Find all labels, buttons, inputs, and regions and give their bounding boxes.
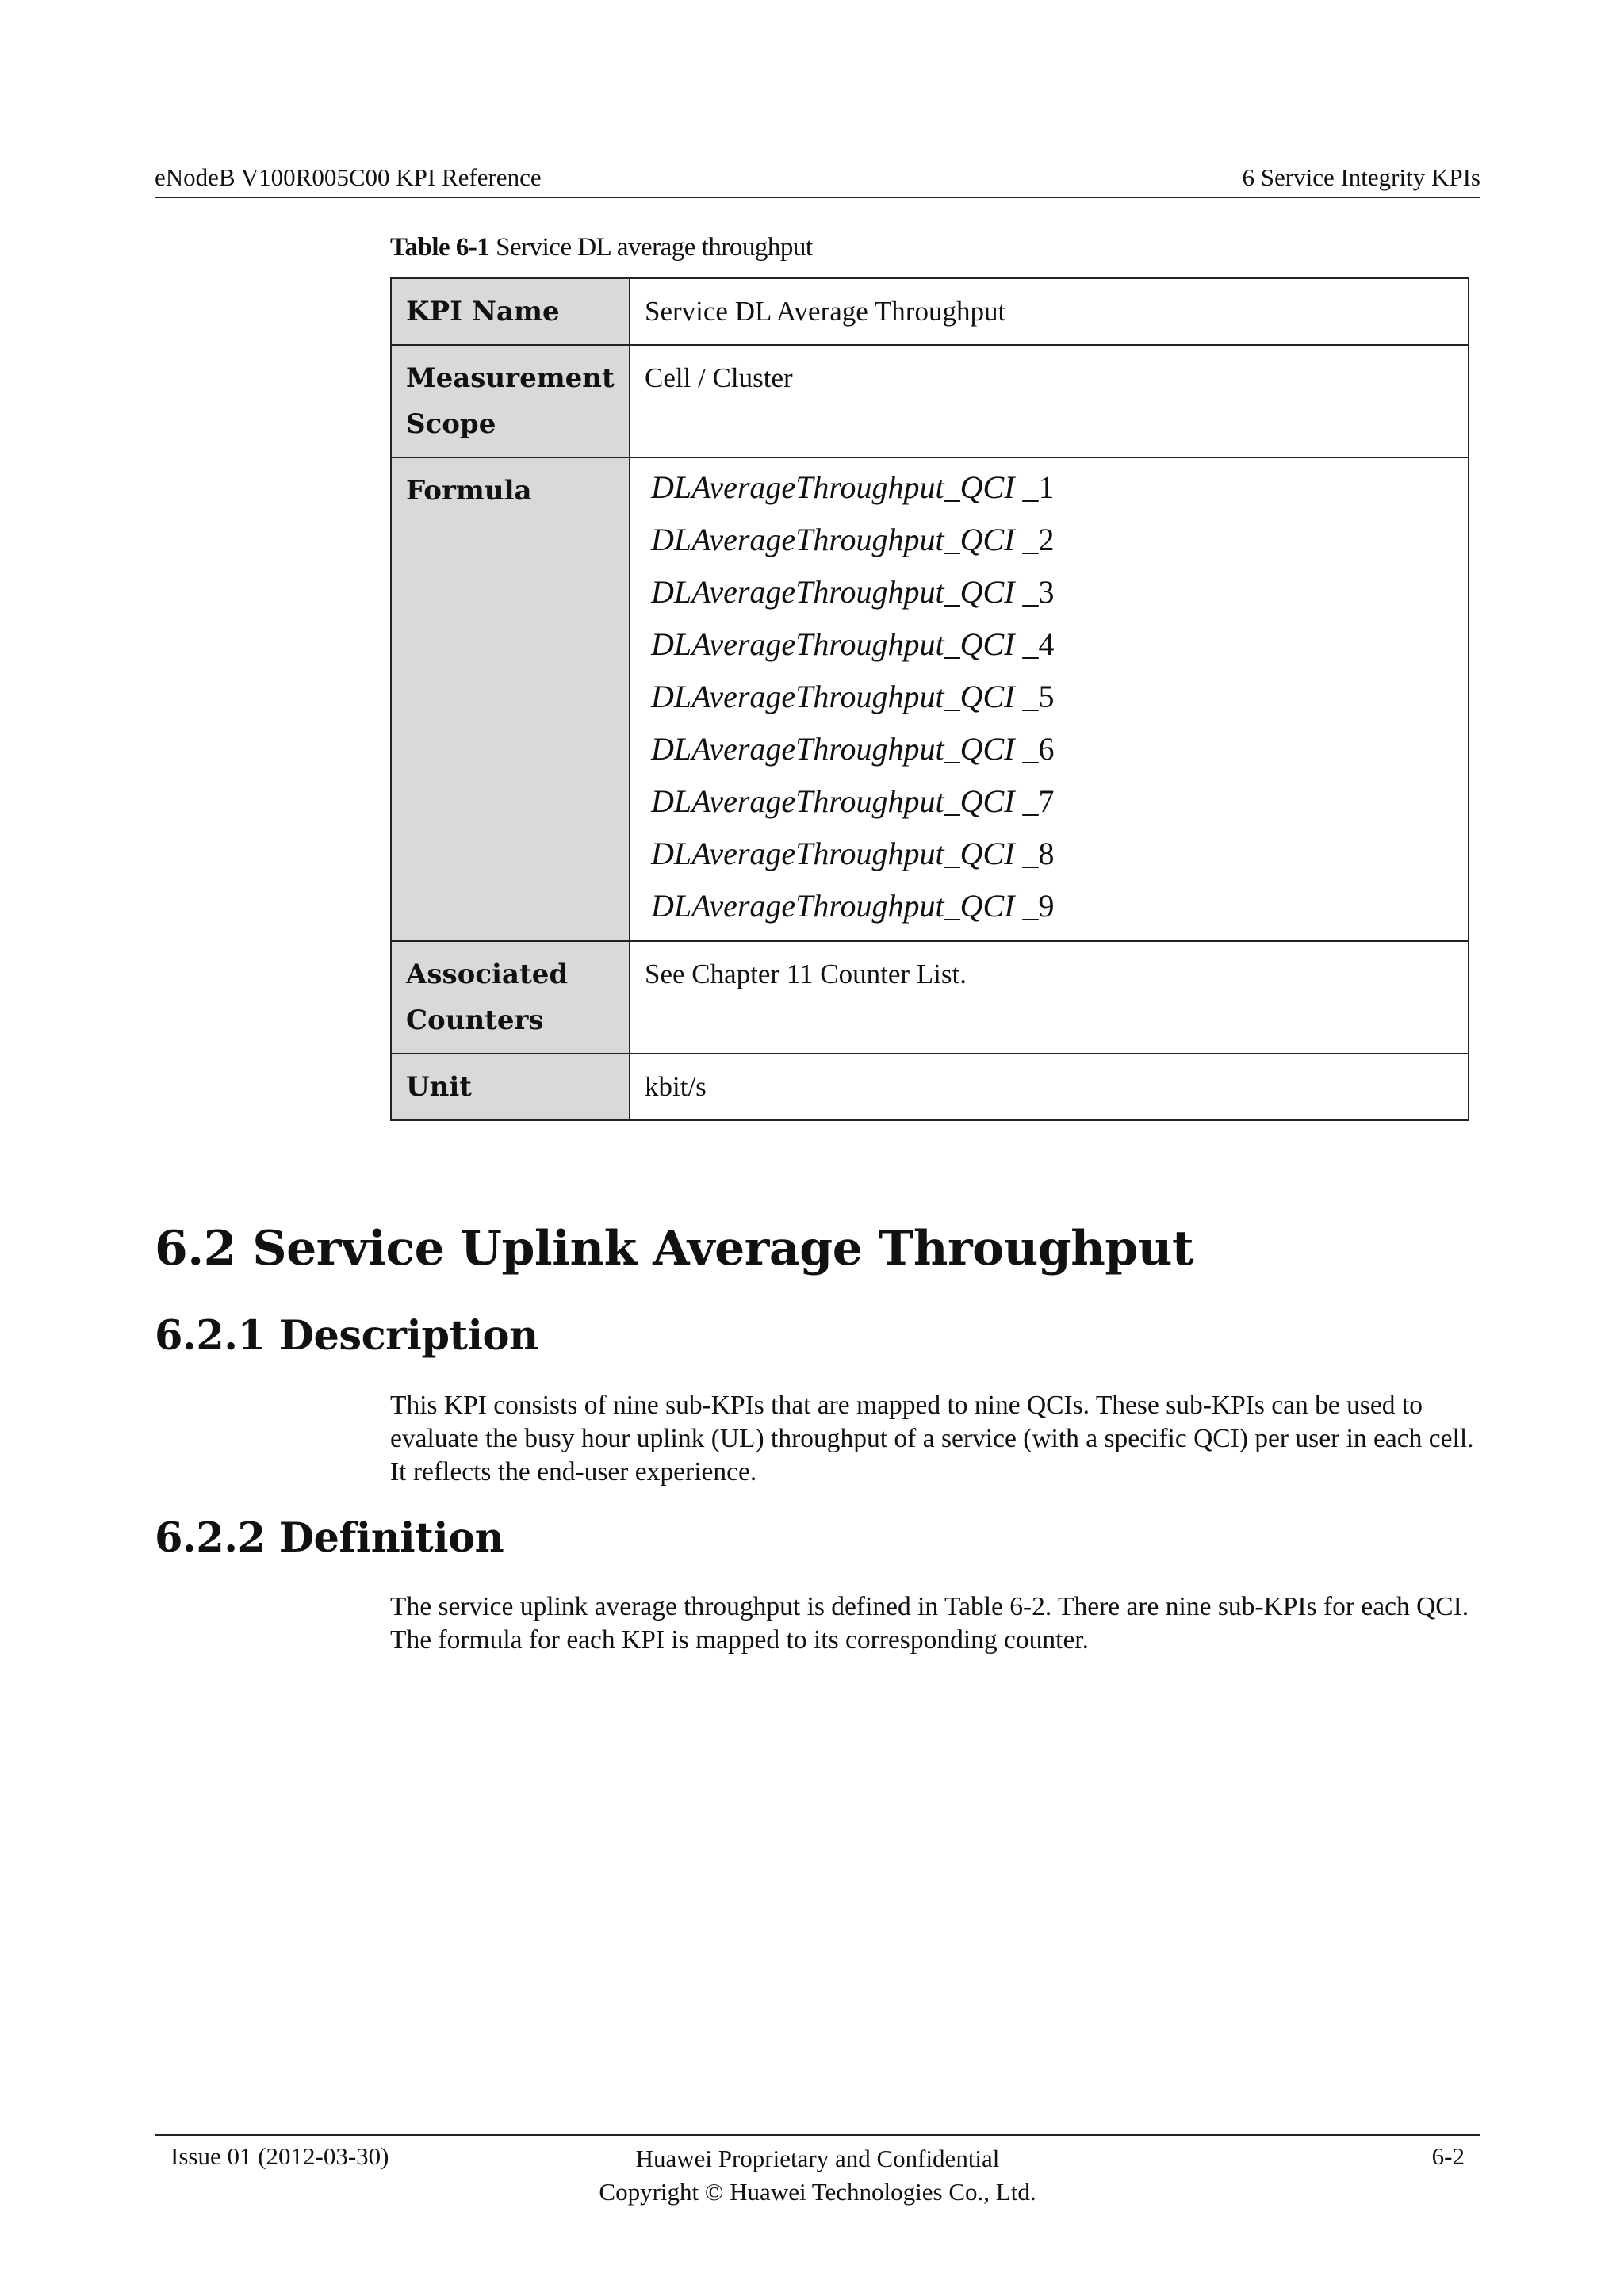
formula-line: DLAverageThroughput_QCI _5 bbox=[651, 679, 1055, 714]
table-row bbox=[391, 345, 1469, 457]
kpi-name-label: KPI Name bbox=[391, 278, 630, 345]
scope-label-line1: Measurement bbox=[406, 362, 615, 394]
scope-value: Cell / Cluster bbox=[630, 345, 1469, 457]
table-row bbox=[391, 1054, 1469, 1120]
formula-line: DLAverageThroughput_QCI _8 bbox=[651, 836, 1055, 871]
table-caption-text: Service DL average throughput bbox=[489, 233, 813, 262]
unit-value: kbit/s bbox=[630, 1054, 1469, 1120]
section-heading: 6.2 Service Uplink Average Throughput bbox=[155, 1221, 1194, 1276]
formula-value bbox=[630, 457, 1469, 941]
counters-label bbox=[391, 941, 630, 1054]
formula-line: DLAverageThroughput_QCI _2 bbox=[651, 522, 1055, 557]
counters-label-line2: Counters bbox=[406, 1004, 544, 1036]
kpi-name-value: Service DL Average Throughput bbox=[630, 278, 1469, 345]
page-header bbox=[155, 163, 1480, 198]
page-number: 6-2 bbox=[1431, 2142, 1465, 2170]
formula-line: DLAverageThroughput_QCI _1 bbox=[651, 469, 1055, 505]
table-row bbox=[391, 278, 1469, 345]
scope-label bbox=[391, 345, 630, 457]
kpi-table bbox=[390, 277, 1469, 1121]
formula-line: DLAverageThroughput_QCI _9 bbox=[651, 888, 1055, 924]
formula-line: DLAverageThroughput_QCI _3 bbox=[651, 574, 1055, 610]
scope-label-line2: Scope bbox=[406, 408, 496, 440]
formula-line: DLAverageThroughput_QCI _4 bbox=[651, 626, 1055, 662]
table-caption-label: Table 6-1 bbox=[390, 233, 490, 262]
formula-line: DLAverageThroughput_QCI _6 bbox=[651, 731, 1055, 767]
table-caption bbox=[390, 233, 813, 262]
table-row bbox=[391, 941, 1469, 1054]
formula-label: Formula bbox=[391, 457, 630, 941]
confidential-notice: Huawei Proprietary and Confidential bbox=[635, 2145, 1000, 2172]
description-paragraph: This KPI consists of nine sub-KPIs that are mapped to nine QCIs. These sub-KPIs can be used to evaluate the busy hour uplink (UL) throughput of a service (with a specific QCI) per user in each cell. It reflects the end-user experience. bbox=[390, 1391, 1474, 1487]
copyright-notice: Copyright © Huawei Technologies Co., Ltd. bbox=[599, 2178, 1036, 2206]
table-row bbox=[391, 457, 1469, 941]
formula-line: DLAverageThroughput_QCI _7 bbox=[651, 783, 1055, 819]
issue-date: Issue 01 (2012-03-30) bbox=[170, 2142, 389, 2170]
unit-label: Unit bbox=[391, 1054, 630, 1120]
definition-paragraph: The service uplink average throughput is defined in Table 6-2. There are nine sub-KPIs for each QCI. The formula for each KPI is mapped to its corresponding counter. bbox=[390, 1592, 1469, 1655]
page-footer bbox=[155, 2134, 1480, 2206]
chapter-title: 6 Service Integrity KPIs bbox=[1242, 163, 1480, 191]
definition-heading: 6.2.2 Definition bbox=[155, 1514, 504, 1562]
counters-value: See Chapter 11 Counter List. bbox=[630, 941, 1469, 1054]
footer-center bbox=[155, 2142, 1480, 2209]
counters-label-line1: Associated bbox=[406, 959, 569, 990]
document-title: eNodeB V100R005C00 KPI Reference bbox=[155, 163, 542, 191]
description-heading: 6.2.1 Description bbox=[155, 1312, 538, 1360]
